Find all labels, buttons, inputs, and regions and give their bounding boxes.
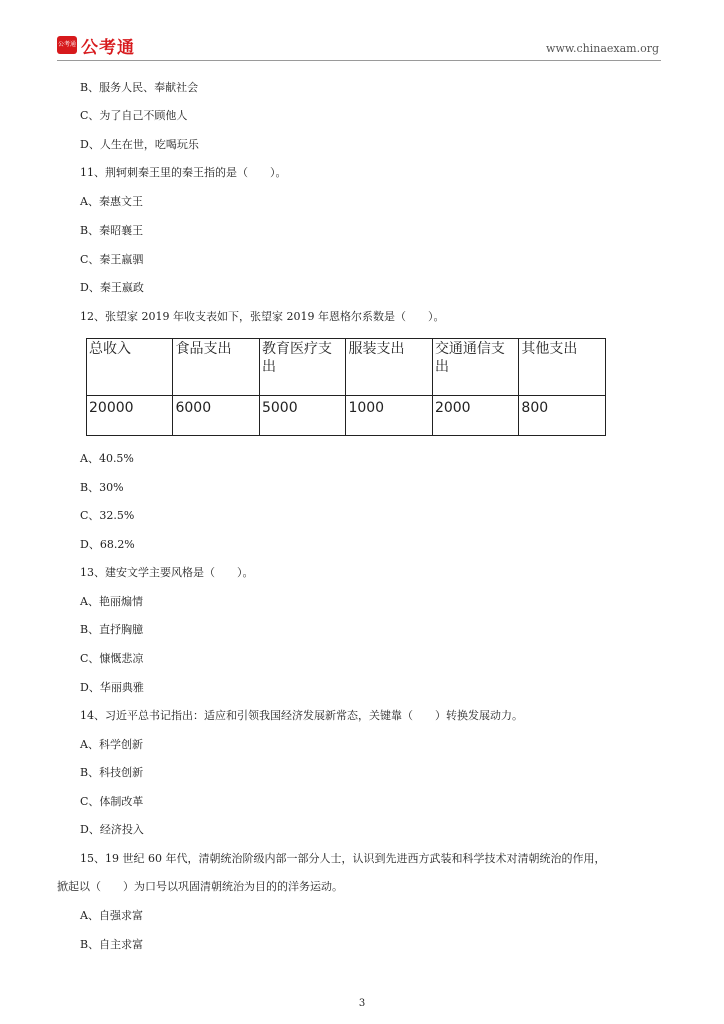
option-line: B、30% [80, 481, 124, 494]
site-url: www.chinaexam.org [546, 42, 659, 55]
page-number: 3 [358, 998, 366, 1009]
option-line: D、人生在世，吃喝玩乐 [80, 138, 199, 151]
question-11: 11、荆轲刺秦王里的秦王指的是（ ）。 [80, 166, 287, 179]
option-line: C、为了自己不顾他人 [80, 109, 188, 122]
income-expense-table [86, 338, 606, 436]
table-cell: 2000 [432, 396, 518, 436]
question-15-continued: 掀起以（ ）为口号以巩固清朝统治为目的的洋务运动。 [57, 880, 343, 893]
table-cell: 1000 [346, 396, 432, 436]
table-cell: 20000 [87, 396, 173, 436]
option-line: B、直抒胸臆 [80, 623, 144, 636]
option-line: C、慷慨悲凉 [80, 652, 144, 665]
question-15: 15、19 世纪 60 年代，清朝统治阶级内部一部分人士，认识到先进西方武装和科学技术对清朝统治的作用， [80, 852, 606, 865]
option-line: A、40.5% [80, 452, 134, 465]
table-cell: 800 [519, 396, 606, 436]
option-line: A、科学创新 [80, 738, 143, 751]
option-line: C、32.5% [80, 509, 135, 522]
option-line: C、体制改革 [80, 795, 144, 808]
table-cell: 6000 [173, 396, 259, 436]
table-header-cell: 交通通信支出 [432, 339, 518, 396]
logo-text: 公考通 [81, 37, 135, 58]
option-line: B、自主求富 [80, 938, 144, 951]
table-header-cell: 服装支出 [346, 339, 432, 396]
logo-badge-icon: 公考通 [57, 36, 77, 54]
option-line: A、自强求富 [80, 909, 143, 922]
question-13: 13、建安文学主要风格是（ ）。 [80, 566, 254, 579]
option-line: A、艳丽煽情 [80, 595, 143, 608]
table-header-cell: 其他支出 [519, 339, 606, 396]
table-cell: 5000 [259, 396, 345, 436]
table-header-row [87, 339, 606, 396]
page-header [57, 34, 661, 61]
table-header-cell: 食品支出 [173, 339, 259, 396]
option-line: D、68.2% [80, 538, 135, 551]
table-header-cell: 总收入 [87, 339, 173, 396]
option-line: B、秦昭襄王 [80, 224, 144, 237]
option-line: D、秦王嬴政 [80, 281, 144, 294]
question-14: 14、习近平总书记指出：适应和引领我国经济发展新常态，关键靠（ ）转换发展动力。 [80, 709, 523, 722]
option-line: D、华丽典雅 [80, 681, 144, 694]
option-line: B、科技创新 [80, 766, 144, 779]
option-line: B、服务人民、奉献社会 [80, 81, 199, 94]
option-line: A、秦惠文王 [80, 195, 143, 208]
logo [57, 35, 135, 58]
option-line: D、经济投入 [80, 823, 144, 836]
question-12: 12、张望家 2019 年收支表如下，张望家 2019 年恩格尔系数是（ ）。 [80, 310, 445, 323]
table-row [87, 396, 606, 436]
table-header-cell: 教育医疗支出 [259, 339, 345, 396]
option-line: C、秦王嬴驷 [80, 253, 144, 266]
